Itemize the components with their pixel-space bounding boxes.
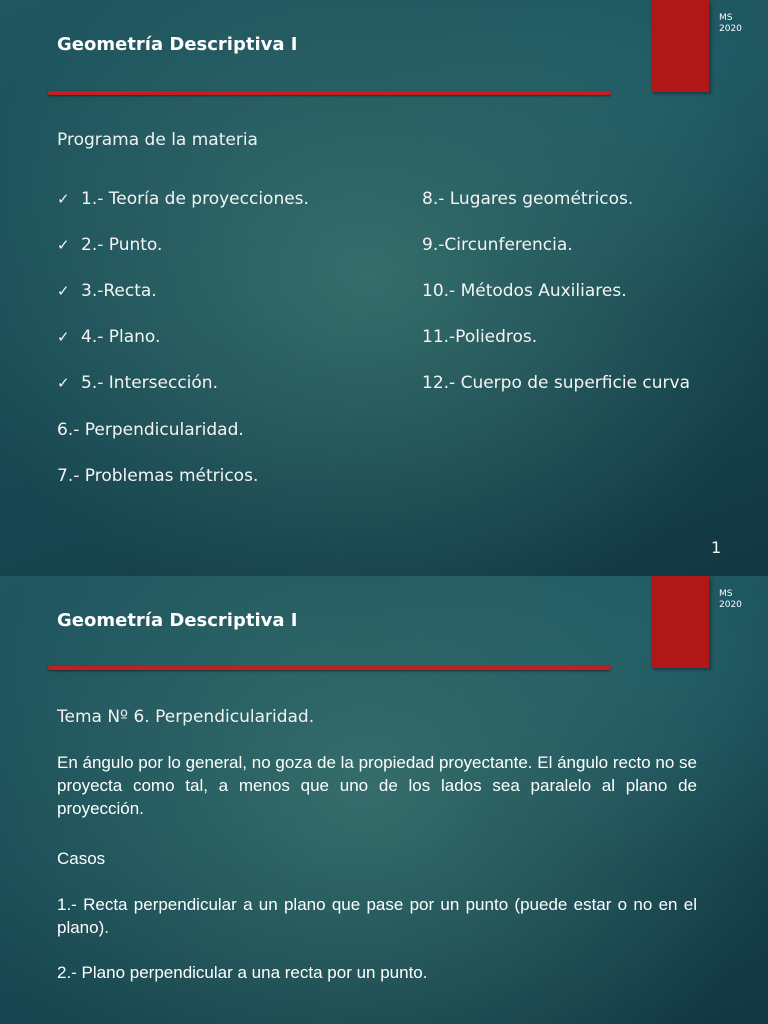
check-icon: ✓ [57,374,70,392]
title-divider [48,666,611,670]
slide-title: Geometría Descriptiva I [57,34,298,55]
program-item-text: 3.-Recta. [81,281,157,301]
program-item [57,235,162,255]
slide-2 [0,576,768,1024]
slide-subtitle: Tema Nº 6. Perpendicularidad. [57,707,315,727]
ms-tag-line-1: MS [719,589,733,599]
case-item: 2.- Plano perpendicular a una recta por un punto. [57,963,428,982]
slide-title: Geometría Descriptiva I [57,610,298,631]
program-item: 10.- Métodos Auxiliares. [422,281,627,301]
check-icon: ✓ [57,190,70,208]
ms-tag-line-2: 2020 [719,600,742,610]
program-item-text: 4.- Plano. [81,327,161,347]
program-item [57,327,160,347]
check-icon: ✓ [57,282,70,300]
program-item: 9.-Circunferencia. [422,235,573,255]
program-item [57,281,157,301]
program-item-text: 6.- Perpendicularidad. [57,420,244,440]
ms-tag [719,13,742,35]
check-icon: ✓ [57,236,70,254]
program-item-text: 1.- Teoría de proyecciones. [81,189,309,209]
program-item: 8.- Lugares geométricos. [422,189,634,209]
ms-tag-line-1: MS [719,13,733,23]
body-paragraph: En ángulo por lo general, no goza de la propiedad proyectante. El ángulo recto no se proyecta como tal, a menos que uno de los lados sea paralelo al plano de proyección. [57,753,697,818]
ms-tag [719,589,742,611]
program-item [57,189,309,209]
program-item: 12.- Cuerpo de superficie curva [422,373,691,393]
title-divider [48,91,611,95]
case-item: 1.- Recta perpendicular a un plano que pase por un punto (puede estar o no en el plano). [57,895,697,937]
check-icon: ✓ [57,328,70,346]
program-item [57,466,258,486]
red-accent-box [651,0,709,92]
program-item [57,373,218,393]
program-item-text: 5.- Intersección. [81,373,218,393]
program-item [57,420,244,440]
cases-heading: Casos [57,849,106,868]
program-item: 11.-Poliedros. [422,327,538,347]
program-item-text: 2.- Punto. [81,235,163,255]
slide-subtitle: Programa de la materia [57,130,258,150]
red-accent-box [651,576,709,668]
page-number: 1 [711,538,722,557]
program-item-text: 7.- Problemas métricos. [57,466,259,486]
ms-tag-line-2: 2020 [719,24,742,34]
